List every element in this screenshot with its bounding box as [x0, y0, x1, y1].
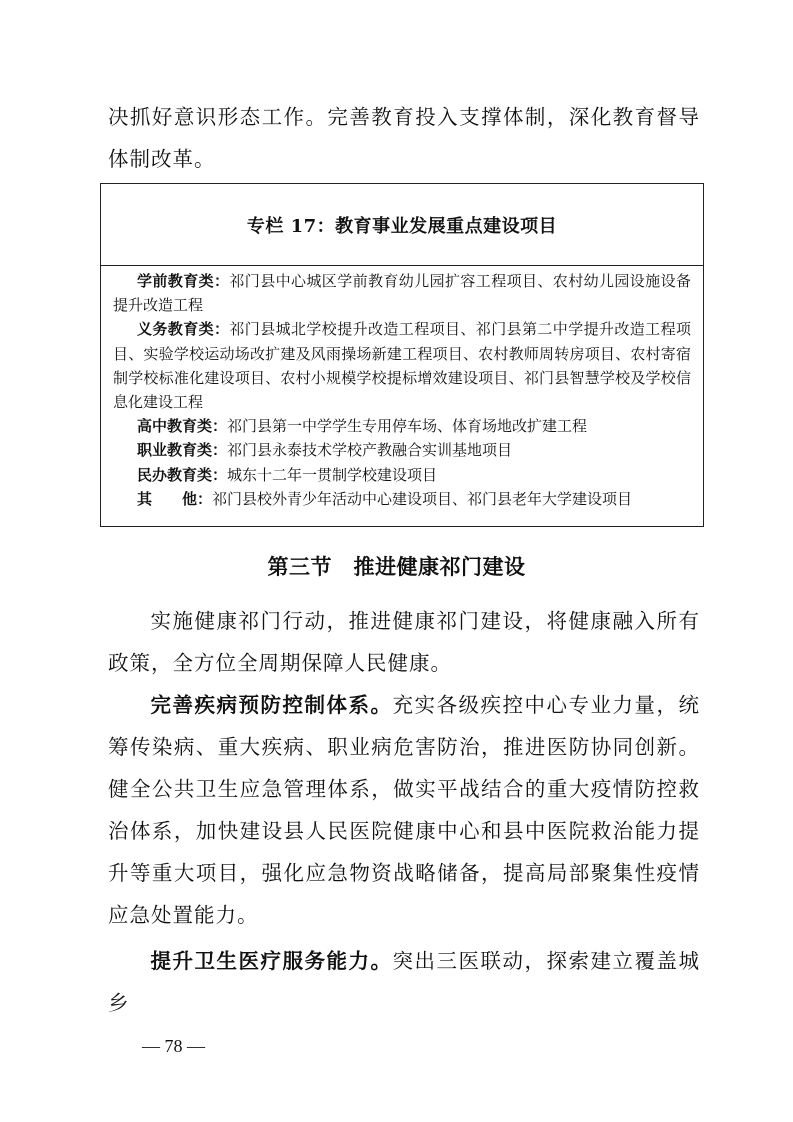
paragraph-disease-control: [108, 684, 700, 936]
row-label: 高中教育类：: [137, 417, 228, 436]
paragraph-lead: 提升卫生医疗服务能力。: [150, 949, 393, 973]
paragraph-text: 充实各级疾控中心专业力量，统筹传染病、重大疾病、职业病危害防治，推进医防协同创新。健全公共卫生应急管理体系，做实平战结合的重大疫情防控救治体系，加快建设县人民医院健康中心和县中医院救治能力提升等重大项目，强化应急物资战略储备，提高局部聚集性疫情应急处置能力。: [108, 693, 700, 927]
box-row-highschool: [113, 414, 691, 438]
row-text: 祁门县校外青少年活动中心建设项目、祁门县老年大学建设项目: [212, 489, 633, 508]
paragraph-intro: [108, 600, 700, 684]
paragraph-medical-service: [108, 940, 700, 1024]
row-label: 职业教育类：: [137, 441, 228, 460]
row-text: 祁门县城北学校提升改造工程项目、祁门县第二中学提升改造工程项目、实验学校运动场改扩建及风雨操场新建工程项目、农村教师周转房项目、农村寄宿制学校标准化建设项目、农村小规模学校提标增效建设项目、祁门县智慧学校及学校信息化建设工程: [113, 320, 691, 412]
box-title: 专栏 17：教育事业发展重点建设项目: [101, 184, 703, 266]
paragraph-lead: 完善疾病预防控制体系。: [150, 693, 393, 717]
page-number: — 78 —: [142, 1036, 205, 1056]
row-text: 祁门县中心城区学前教育幼儿园扩容工程项目、农村幼儿园设施设备提升改造工程: [113, 272, 691, 315]
paragraph-top: 决抓好意识形态工作。完善教育投入支撑体制，深化教育督导体制改革。: [108, 105, 700, 171]
box-row-preschool: [113, 269, 691, 317]
row-label: 其 他：: [137, 489, 213, 508]
row-text: 祁门县永泰技术学校产教融合实训基地项目: [227, 441, 513, 460]
box-body: [101, 266, 703, 511]
row-label: 学前教育类：: [137, 272, 230, 290]
paragraph-intro-text: 实施健康祁门行动，推进健康祁门建设，将健康融入所有政策，全方位全周期保障人民健康。: [108, 609, 700, 675]
row-text: 祁门县第一中学学生专用停车场、体育场地改扩建工程: [227, 417, 588, 436]
row-label: 民办教育类：: [137, 465, 228, 484]
box-row-vocational: [113, 438, 691, 462]
project-column-box: [100, 183, 704, 527]
box-row-compulsory: [113, 317, 691, 414]
row-label: 义务教育类：: [137, 320, 230, 339]
box-row-other: [113, 487, 691, 511]
paragraph-text: 突出三医联动，探索建立覆盖城乡: [108, 949, 700, 1015]
box-row-private: [113, 463, 691, 487]
section-heading: 第三节 推进健康祁门建设: [267, 555, 526, 579]
row-text: 城东十二年一贯制学校建设项目: [227, 465, 438, 484]
